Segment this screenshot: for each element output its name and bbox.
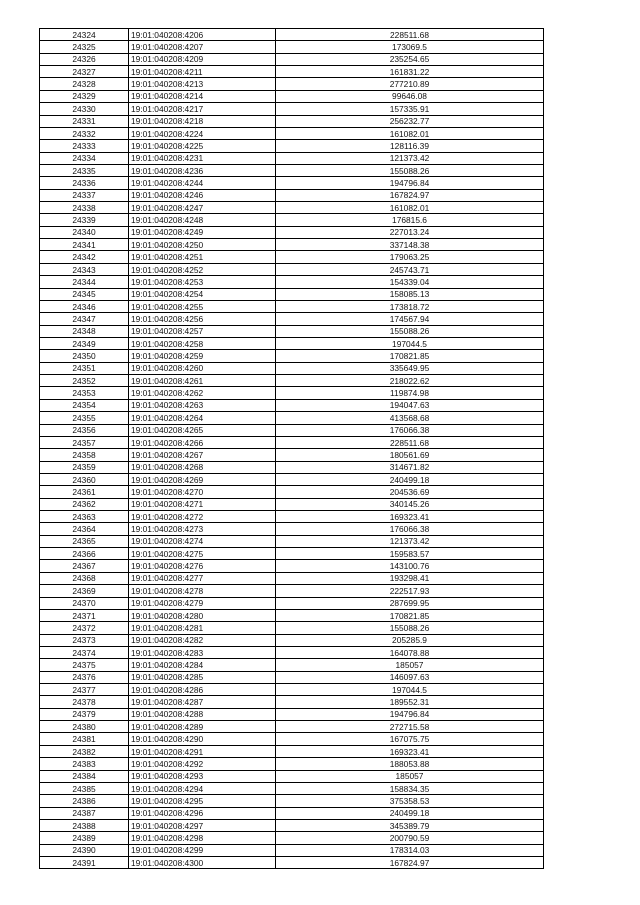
table-row: [40, 671, 544, 683]
row-number-cell: 24333: [40, 140, 129, 152]
row-number-cell: 24334: [40, 152, 129, 164]
row-number-cell: 24351: [40, 362, 129, 374]
row-number-cell: 24341: [40, 239, 129, 251]
cadastral-number-cell: 19:01:040208:4272: [129, 511, 276, 523]
row-number-cell: 24357: [40, 436, 129, 448]
table-row: [40, 251, 544, 263]
table-row: [40, 90, 544, 102]
cadastral-number-cell: 19:01:040208:4261: [129, 375, 276, 387]
cadastral-number-cell: 19:01:040208:4253: [129, 276, 276, 288]
row-number-cell: 24350: [40, 350, 129, 362]
table-row: [40, 646, 544, 658]
cadastral-value-cell: 228511.68: [276, 29, 544, 41]
cadastral-value-cell: 176066.38: [276, 523, 544, 535]
cadastral-value-cell: 161082.01: [276, 127, 544, 139]
cadastral-value-cell: 256232.77: [276, 115, 544, 127]
row-number-cell: 24360: [40, 473, 129, 485]
row-number-cell: 24353: [40, 387, 129, 399]
table-row: [40, 844, 544, 856]
table-row: [40, 795, 544, 807]
table-row: [40, 226, 544, 238]
cadastral-number-cell: 19:01:040208:4264: [129, 412, 276, 424]
table-row: [40, 560, 544, 572]
table-row: [40, 770, 544, 782]
cadastral-value-cell: 185057: [276, 659, 544, 671]
cadastral-number-cell: 19:01:040208:4211: [129, 66, 276, 78]
cadastral-value-cell: 155088.26: [276, 622, 544, 634]
cadastral-number-cell: 19:01:040208:4225: [129, 140, 276, 152]
table-row: [40, 337, 544, 349]
cadastral-number-cell: 19:01:040208:4286: [129, 684, 276, 696]
table-row: [40, 288, 544, 300]
cadastral-number-cell: 19:01:040208:4292: [129, 758, 276, 770]
row-number-cell: 24378: [40, 696, 129, 708]
cadastral-value-cell: 173818.72: [276, 300, 544, 312]
cadastral-value-cell: 158085.13: [276, 288, 544, 300]
cadastral-number-cell: 19:01:040208:4281: [129, 622, 276, 634]
row-number-cell: 24370: [40, 597, 129, 609]
cadastral-number-cell: 19:01:040208:4276: [129, 560, 276, 572]
cadastral-number-cell: 19:01:040208:4273: [129, 523, 276, 535]
row-number-cell: 24327: [40, 66, 129, 78]
row-number-cell: 24385: [40, 782, 129, 794]
cadastral-value-cell: 277210.89: [276, 78, 544, 90]
cadastral-number-cell: 19:01:040208:4252: [129, 263, 276, 275]
cadastral-value-cell: 287699.95: [276, 597, 544, 609]
row-number-cell: 24345: [40, 288, 129, 300]
cadastral-number-cell: 19:01:040208:4296: [129, 807, 276, 819]
cadastral-number-cell: 19:01:040208:4206: [129, 29, 276, 41]
cadastral-value-cell: 340145.26: [276, 498, 544, 510]
cadastral-number-cell: 19:01:040208:4259: [129, 350, 276, 362]
cadastral-value-cell: 200790.59: [276, 832, 544, 844]
table-row: [40, 276, 544, 288]
row-number-cell: 24329: [40, 90, 129, 102]
table-row: [40, 115, 544, 127]
row-number-cell: 24374: [40, 646, 129, 658]
table-row: [40, 857, 544, 869]
row-number-cell: 24362: [40, 498, 129, 510]
cadastral-number-cell: 19:01:040208:4266: [129, 436, 276, 448]
table-row: [40, 66, 544, 78]
cadastral-number-cell: 19:01:040208:4300: [129, 857, 276, 869]
cadastral-number-cell: 19:01:040208:4254: [129, 288, 276, 300]
cadastral-value-cell: 272715.58: [276, 721, 544, 733]
table-row: [40, 202, 544, 214]
row-number-cell: 24348: [40, 325, 129, 337]
cadastral-number-cell: 19:01:040208:4260: [129, 362, 276, 374]
row-number-cell: 24369: [40, 585, 129, 597]
table-row: [40, 399, 544, 411]
cadastral-number-cell: 19:01:040208:4251: [129, 251, 276, 263]
row-number-cell: 24367: [40, 560, 129, 572]
table-row: [40, 684, 544, 696]
cadastral-number-cell: 19:01:040208:4244: [129, 177, 276, 189]
cadastral-value-cell: 170821.85: [276, 350, 544, 362]
table-row: [40, 375, 544, 387]
cadastral-number-cell: 19:01:040208:4295: [129, 795, 276, 807]
row-number-cell: 24337: [40, 189, 129, 201]
row-number-cell: 24388: [40, 820, 129, 832]
table-row: [40, 449, 544, 461]
cadastral-value-cell: 121373.42: [276, 535, 544, 547]
cadastral-value-cell: 240499.18: [276, 473, 544, 485]
table-row: [40, 461, 544, 473]
table-row: [40, 782, 544, 794]
cadastral-number-cell: 19:01:040208:4279: [129, 597, 276, 609]
row-number-cell: 24363: [40, 511, 129, 523]
row-number-cell: 24346: [40, 300, 129, 312]
table-row: [40, 313, 544, 325]
cadastral-number-cell: 19:01:040208:4283: [129, 646, 276, 658]
table-row: [40, 412, 544, 424]
cadastral-number-cell: 19:01:040208:4262: [129, 387, 276, 399]
cadastral-value-cell: 143100.76: [276, 560, 544, 572]
row-number-cell: 24390: [40, 844, 129, 856]
row-number-cell: 24356: [40, 424, 129, 436]
cadastral-value-cell: 222517.93: [276, 585, 544, 597]
row-number-cell: 24366: [40, 548, 129, 560]
row-number-cell: 24365: [40, 535, 129, 547]
row-number-cell: 24389: [40, 832, 129, 844]
row-number-cell: 24325: [40, 41, 129, 53]
cadastral-number-cell: 19:01:040208:4280: [129, 609, 276, 621]
table-row: [40, 127, 544, 139]
row-number-cell: 24330: [40, 103, 129, 115]
table-row: [40, 424, 544, 436]
cadastral-number-cell: 19:01:040208:4209: [129, 53, 276, 65]
cadastral-number-cell: 19:01:040208:4246: [129, 189, 276, 201]
row-number-cell: 24359: [40, 461, 129, 473]
cadastral-value-cell: 227013.24: [276, 226, 544, 238]
row-number-cell: 24328: [40, 78, 129, 90]
table-row: [40, 263, 544, 275]
cadastral-value-cell: 413568.68: [276, 412, 544, 424]
cadastral-number-cell: 19:01:040208:4224: [129, 127, 276, 139]
table-row: [40, 758, 544, 770]
row-number-cell: 24372: [40, 622, 129, 634]
row-number-cell: 24332: [40, 127, 129, 139]
cadastral-number-cell: 19:01:040208:4248: [129, 214, 276, 226]
row-number-cell: 24371: [40, 609, 129, 621]
cadastral-number-cell: 19:01:040208:4282: [129, 634, 276, 646]
row-number-cell: 24379: [40, 708, 129, 720]
table-row: [40, 350, 544, 362]
cadastral-value-cell: 178314.03: [276, 844, 544, 856]
cadastral-value-cell: 204536.69: [276, 486, 544, 498]
cadastral-value-cell: 176815.6: [276, 214, 544, 226]
cadastral-number-cell: 19:01:040208:4267: [129, 449, 276, 461]
cadastral-value-cell: 155088.26: [276, 164, 544, 176]
cadastral-value-cell: 235254.65: [276, 53, 544, 65]
cadastral-value-table: [39, 28, 544, 869]
cadastral-number-cell: 19:01:040208:4274: [129, 535, 276, 547]
row-number-cell: 24391: [40, 857, 129, 869]
cadastral-number-cell: 19:01:040208:4249: [129, 226, 276, 238]
cadastral-value-cell: 345389.79: [276, 820, 544, 832]
cadastral-number-cell: 19:01:040208:4288: [129, 708, 276, 720]
table-row: [40, 362, 544, 374]
row-number-cell: 24347: [40, 313, 129, 325]
cadastral-number-cell: 19:01:040208:4299: [129, 844, 276, 856]
cadastral-number-cell: 19:01:040208:4298: [129, 832, 276, 844]
table-row: [40, 609, 544, 621]
table-row: [40, 177, 544, 189]
row-number-cell: 24377: [40, 684, 129, 696]
cadastral-number-cell: 19:01:040208:4294: [129, 782, 276, 794]
table-row: [40, 140, 544, 152]
cadastral-value-cell: 194796.84: [276, 177, 544, 189]
table-row: [40, 745, 544, 757]
cadastral-number-cell: 19:01:040208:4255: [129, 300, 276, 312]
table-row: [40, 622, 544, 634]
table-body: [40, 29, 544, 869]
cadastral-value-cell: 146097.63: [276, 671, 544, 683]
cadastral-value-cell: 161082.01: [276, 202, 544, 214]
cadastral-number-cell: 19:01:040208:4218: [129, 115, 276, 127]
table-row: [40, 29, 544, 41]
row-number-cell: 24380: [40, 721, 129, 733]
table-row: [40, 585, 544, 597]
row-number-cell: 24335: [40, 164, 129, 176]
cadastral-value-cell: 335649.95: [276, 362, 544, 374]
cadastral-value-cell: 169323.41: [276, 745, 544, 757]
table-row: [40, 152, 544, 164]
cadastral-number-cell: 19:01:040208:4297: [129, 820, 276, 832]
row-number-cell: 24354: [40, 399, 129, 411]
table-row: [40, 387, 544, 399]
cadastral-value-cell: 179063.25: [276, 251, 544, 263]
cadastral-value-cell: 205285.9: [276, 634, 544, 646]
row-number-cell: 24352: [40, 375, 129, 387]
row-number-cell: 24386: [40, 795, 129, 807]
cadastral-number-cell: 19:01:040208:4271: [129, 498, 276, 510]
row-number-cell: 24339: [40, 214, 129, 226]
cadastral-value-cell: 119874.98: [276, 387, 544, 399]
cadastral-number-cell: 19:01:040208:4258: [129, 337, 276, 349]
cadastral-value-cell: 173069.5: [276, 41, 544, 53]
cadastral-value-cell: 164078.88: [276, 646, 544, 658]
cadastral-value-cell: 180561.69: [276, 449, 544, 461]
row-number-cell: 24343: [40, 263, 129, 275]
table-row: [40, 659, 544, 671]
table-row: [40, 535, 544, 547]
table-row: [40, 634, 544, 646]
row-number-cell: 24368: [40, 572, 129, 584]
cadastral-value-cell: 176066.38: [276, 424, 544, 436]
cadastral-number-cell: 19:01:040208:4293: [129, 770, 276, 782]
cadastral-value-cell: 170821.85: [276, 609, 544, 621]
row-number-cell: 24383: [40, 758, 129, 770]
cadastral-value-cell: 197044.5: [276, 684, 544, 696]
row-number-cell: 24384: [40, 770, 129, 782]
cadastral-value-cell: 167824.97: [276, 189, 544, 201]
row-number-cell: 24344: [40, 276, 129, 288]
cadastral-number-cell: 19:01:040208:4275: [129, 548, 276, 560]
table-row: [40, 733, 544, 745]
cadastral-number-cell: 19:01:040208:4207: [129, 41, 276, 53]
cadastral-number-cell: 19:01:040208:4257: [129, 325, 276, 337]
cadastral-number-cell: 19:01:040208:4291: [129, 745, 276, 757]
table-row: [40, 708, 544, 720]
cadastral-value-cell: 240499.18: [276, 807, 544, 819]
cadastral-value-cell: 193298.41: [276, 572, 544, 584]
row-number-cell: 24364: [40, 523, 129, 535]
table-row: [40, 164, 544, 176]
cadastral-number-cell: 19:01:040208:4231: [129, 152, 276, 164]
table-row: [40, 239, 544, 251]
cadastral-number-cell: 19:01:040208:4250: [129, 239, 276, 251]
row-number-cell: 24336: [40, 177, 129, 189]
cadastral-value-cell: 194047.63: [276, 399, 544, 411]
cadastral-value-cell: 99646.08: [276, 90, 544, 102]
table-row: [40, 807, 544, 819]
table-row: [40, 473, 544, 485]
cadastral-number-cell: 19:01:040208:4269: [129, 473, 276, 485]
cadastral-value-cell: 158834.35: [276, 782, 544, 794]
table-row: [40, 548, 544, 560]
cadastral-value-cell: 174567.94: [276, 313, 544, 325]
row-number-cell: 24387: [40, 807, 129, 819]
table-row: [40, 832, 544, 844]
cadastral-number-cell: 19:01:040208:4278: [129, 585, 276, 597]
cadastral-value-cell: 189552.31: [276, 696, 544, 708]
cadastral-value-cell: 121373.42: [276, 152, 544, 164]
table-row: [40, 572, 544, 584]
table-row: [40, 300, 544, 312]
cadastral-value-cell: 167075.75: [276, 733, 544, 745]
row-number-cell: 24355: [40, 412, 129, 424]
row-number-cell: 24331: [40, 115, 129, 127]
table-row: [40, 436, 544, 448]
cadastral-value-cell: 159583.57: [276, 548, 544, 560]
table-row: [40, 511, 544, 523]
cadastral-number-cell: 19:01:040208:4277: [129, 572, 276, 584]
table-row: [40, 214, 544, 226]
row-number-cell: 24381: [40, 733, 129, 745]
table-row: [40, 41, 544, 53]
cadastral-number-cell: 19:01:040208:4256: [129, 313, 276, 325]
cadastral-value-cell: 155088.26: [276, 325, 544, 337]
row-number-cell: 24373: [40, 634, 129, 646]
table-row: [40, 103, 544, 115]
cadastral-value-cell: 314671.82: [276, 461, 544, 473]
cadastral-value-cell: 375358.53: [276, 795, 544, 807]
cadastral-number-cell: 19:01:040208:4213: [129, 78, 276, 90]
row-number-cell: 24340: [40, 226, 129, 238]
row-number-cell: 24324: [40, 29, 129, 41]
table-row: [40, 486, 544, 498]
cadastral-number-cell: 19:01:040208:4236: [129, 164, 276, 176]
row-number-cell: 24376: [40, 671, 129, 683]
cadastral-value-cell: 194796.84: [276, 708, 544, 720]
cadastral-number-cell: 19:01:040208:4290: [129, 733, 276, 745]
cadastral-value-cell: 154339.04: [276, 276, 544, 288]
cadastral-value-cell: 157335.91: [276, 103, 544, 115]
cadastral-number-cell: 19:01:040208:4247: [129, 202, 276, 214]
table-row: [40, 597, 544, 609]
table-row: [40, 523, 544, 535]
cadastral-value-cell: 169323.41: [276, 511, 544, 523]
cadastral-value-cell: 218022.62: [276, 375, 544, 387]
row-number-cell: 24375: [40, 659, 129, 671]
table-row: [40, 721, 544, 733]
row-number-cell: 24342: [40, 251, 129, 263]
cadastral-number-cell: 19:01:040208:4217: [129, 103, 276, 115]
table-row: [40, 189, 544, 201]
cadastral-number-cell: 19:01:040208:4263: [129, 399, 276, 411]
row-number-cell: 24361: [40, 486, 129, 498]
table-row: [40, 53, 544, 65]
cadastral-number-cell: 19:01:040208:4268: [129, 461, 276, 473]
table-row: [40, 325, 544, 337]
table-row: [40, 498, 544, 510]
cadastral-number-cell: 19:01:040208:4289: [129, 721, 276, 733]
cadastral-value-cell: 128116.39: [276, 140, 544, 152]
table-row: [40, 820, 544, 832]
row-number-cell: 24358: [40, 449, 129, 461]
cadastral-value-cell: 188053.88: [276, 758, 544, 770]
cadastral-value-cell: 337148.38: [276, 239, 544, 251]
cadastral-number-cell: 19:01:040208:4287: [129, 696, 276, 708]
cadastral-value-cell: 228511.68: [276, 436, 544, 448]
cadastral-value-cell: 197044.5: [276, 337, 544, 349]
cadastral-number-cell: 19:01:040208:4265: [129, 424, 276, 436]
cadastral-value-cell: 185057: [276, 770, 544, 782]
table-row: [40, 78, 544, 90]
cadastral-value-cell: 167824.97: [276, 857, 544, 869]
row-number-cell: 24326: [40, 53, 129, 65]
cadastral-value-cell: 161831.22: [276, 66, 544, 78]
cadastral-number-cell: 19:01:040208:4284: [129, 659, 276, 671]
row-number-cell: 24349: [40, 337, 129, 349]
cadastral-number-cell: 19:01:040208:4270: [129, 486, 276, 498]
cadastral-number-cell: 19:01:040208:4214: [129, 90, 276, 102]
row-number-cell: 24382: [40, 745, 129, 757]
cadastral-number-cell: 19:01:040208:4285: [129, 671, 276, 683]
cadastral-value-cell: 245743.71: [276, 263, 544, 275]
row-number-cell: 24338: [40, 202, 129, 214]
table-row: [40, 696, 544, 708]
